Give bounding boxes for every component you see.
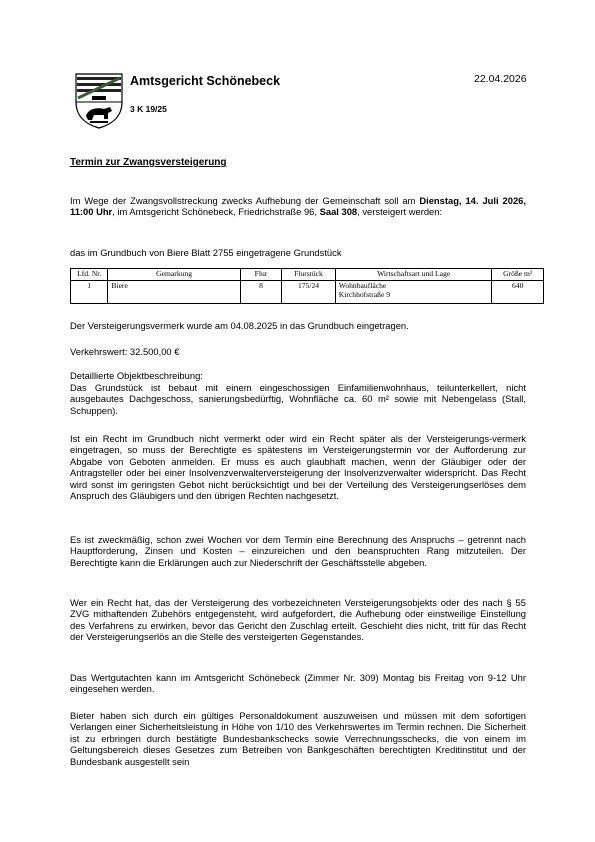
cell-lfd-nr: 1 [71, 281, 108, 304]
document-date: 22.04.2026 [474, 73, 527, 85]
intro-paragraph: Im Wege der Zwangsvollstreckung zwecks Aufhebung der Gemeinschaft soll am Dienstag, 14. Juli 2026, 11:00 Uhr, im Amtsgericht Schönebeck, Friedrichstraße 96, Saal 308, versteigert werden: [70, 195, 526, 218]
col-gemarkung: Gemarkung [108, 269, 240, 281]
wer-paragraph: Wer ein Recht hat, das der Versteigerung des vorbezeichneten Versteigerungsobjekts oder des nach § 55 ZVG mithaftenden Zubehörs entgegensteht, wird aufgefordert, die Aufhebung oder einstweilige Einstellung des Verfahrens zu erwirken, bevor das Gericht den Zuschlag erteilt. Geschieht dies nicht, tritt für das Recht der Versteigerungserlös an die Stelle des versteigerten Gegenstandes. [70, 597, 526, 643]
table-row [71, 281, 544, 304]
auction-room: Saal 308 [319, 206, 358, 218]
col-lage: Wirtschaftsart und Lage [335, 269, 492, 281]
recht-paragraph: Ist ein Recht im Grundbuch nicht vermerkt oder wird ein Recht später als der Versteigerungs-vermerk eingetragen, so muss der Berechtigte es spätestens im Versteigerungstermin vor der Aufforderung zur Abgabe von Geboten anmelden. Er muss es auch glaubhaft machen, wenn der Gläubiger oder der Antragsteller oder bei einer Insolvenzverwalterversteigerung der Insolvenzverwalter widerspricht. Das Recht wird sonst im geringsten Gebot nicht berücksichtigt und bei der Verteilung des Versteigerungserlöses dem Anspruch des Gläubigers und den übrigen Rechten nachgesetzt. [70, 433, 526, 502]
col-lfd-nr: Lfd. Nr. [71, 269, 108, 281]
coat-of-arms-icon [74, 72, 124, 130]
table-header-row [71, 269, 544, 281]
parcel-table [70, 268, 544, 304]
court-name: Amtsgericht Schönebeck [130, 74, 281, 88]
cell-groesse: 640 [492, 281, 544, 304]
col-flurstueck: Flurstück [282, 269, 336, 281]
cell-flurstueck: 175/24 [282, 281, 336, 304]
property-intro: das im Grundbuch von Biere Blatt 2755 eingetragene Grundstück [70, 247, 342, 258]
vermerk-paragraph: Der Versteigerungsvermerk wurde am 04.08.2025 in das Grundbuch eingetragen. [70, 320, 409, 331]
auction-date: Dienstag, 14. Juli 2026, 11:00 Uhr [70, 195, 526, 218]
zweckmaessig-paragraph: Es ist zweckmäßig, schon zwei Wochen vor dem Termin eine Berechnung des Anspruchs – getrennt nach Hauptforderung, Zinsen und Kosten – einzureichen und den beanspruchten Rang mitzuteilen. Der Berechtigte kann die Erklärungen auch zur Niederschrift der Geschäftsstelle abgeben. [70, 534, 526, 568]
description-paragraph: Das Grundstück ist bebaut mit einem eingeschossigen Einfamilienwohnhaus, teilunterkellert, nicht ausgebautes Dachgeschoss, sanierungsbedürftig, Wohnfläche ca. 60 m² sowie mit Nebengelass (Stall, Schuppen). [70, 382, 526, 416]
col-flur: Flur [240, 269, 281, 281]
case-number: 3 K 19/25 [130, 104, 167, 114]
cell-lage [335, 281, 492, 304]
description-label: Detaillierte Objektbeschreibung: [70, 370, 203, 381]
cell-gemarkung: Biere [108, 281, 240, 304]
cell-lage-line-1: Wohnbaufläche [338, 281, 387, 290]
gutachten-paragraph: Das Wertgutachten kann im Amtsgericht Schönebeck (Zimmer Nr. 309) Montag bis Freitag von 9-12 Uhr eingesehen werden. [70, 672, 526, 695]
cell-lage-line-2: Kirchhofstraße 9 [338, 290, 391, 299]
col-groesse: Größe m² [492, 269, 544, 281]
bieter-paragraph: Bieter haben sich durch ein gültiges Personaldokument auszuweisen und müssen mit dem sofortigen Verlangen einer Sicherheitsleistung in Höhe von 1/10 des Verkehrswertes im Termin rechnen. Die Sicherheit ist zu erbringen durch bestätigte Bundesbankschecks sowie Verrechnungsschecks, die von einem im Geltungsbereich dieses Gesetzes zum Betreiben von Bankgeschäften berechtigten Kreditinstitut und der Bundesbank ausgestellt sein [70, 710, 526, 767]
page-title: Termin zur Zwangsversteigerung [70, 157, 227, 168]
cell-flur: 8 [240, 281, 281, 304]
verkehrswert: Verkehrswert: 32.500,00 € [70, 346, 180, 357]
